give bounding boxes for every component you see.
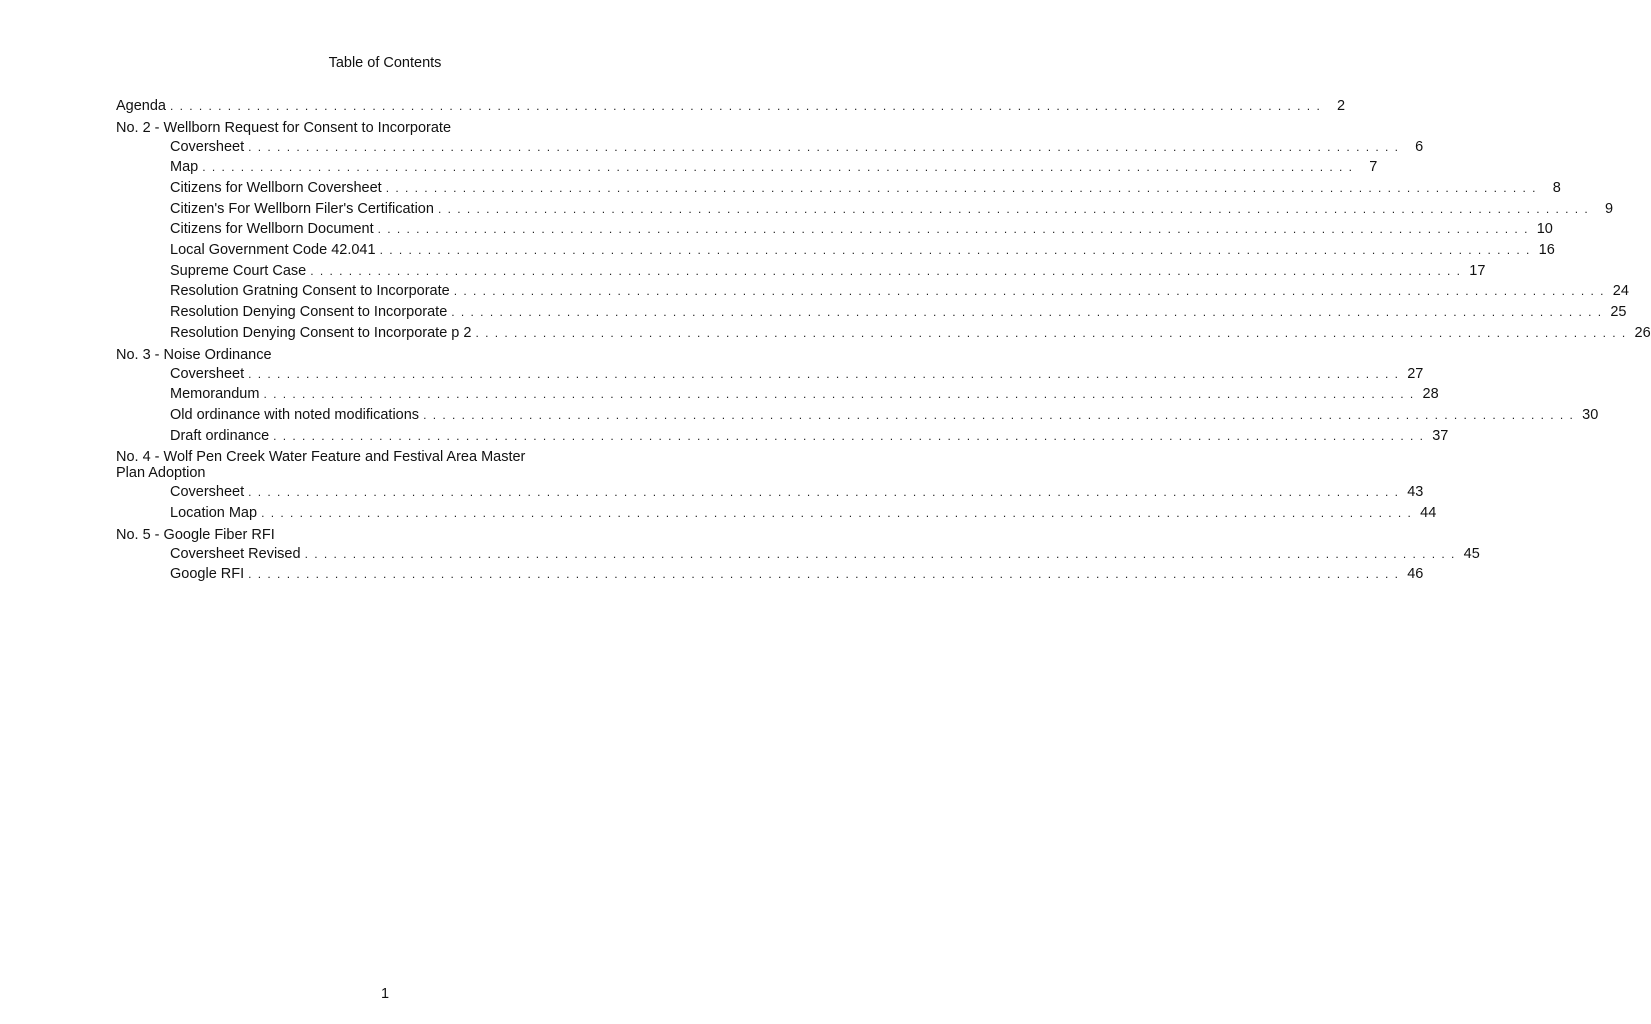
toc-entry[interactable] (116, 426, 1449, 447)
dot-leader: ........................................................................................................................ (453, 284, 1610, 299)
toc-entry-label: Resolution Denying Consent to Incorporate (170, 304, 448, 321)
toc-entry-page: 10 (1536, 221, 1553, 238)
toc-entry-label: Map (170, 159, 199, 176)
dot-leader: ........................................................................................................................ (451, 305, 1608, 320)
toc-entry-agenda[interactable] (116, 96, 1346, 117)
toc-entry[interactable] (116, 261, 1486, 282)
toc-entry-label: Memorandum (170, 386, 260, 403)
toc-entry-page: 17 (1469, 262, 1486, 279)
dot-leader: ........................................................................................................................ (248, 366, 1405, 381)
toc-entry[interactable] (116, 199, 1614, 220)
toc-entry-page: 43 (1407, 484, 1424, 501)
dot-leader: ........................................................................................................................ (310, 263, 1467, 278)
toc-section-heading: No. 5 - Google Fiber RFI (116, 526, 275, 543)
toc-entry-page: 25 (1610, 304, 1627, 321)
dot-leader: ........................................................................................................................ (248, 485, 1405, 500)
toc-entry-page: 27 (1407, 365, 1424, 382)
page-title: Table of Contents (328, 55, 442, 71)
toc-entry-label: Citizens for Wellborn Document (170, 221, 374, 238)
toc-entry-label: Citizen's For Wellborn Filer's Certification (170, 200, 434, 217)
toc-entry-label: Location Map (170, 504, 258, 521)
toc-entry-page: 26 (1634, 324, 1651, 341)
toc-entry[interactable] (116, 157, 1378, 178)
toc-entry-label: Citizens for Wellborn Coversheet (170, 180, 382, 197)
page-number: 1 (380, 986, 390, 1002)
dot-leader: ........................................................................................................................ (170, 98, 1327, 113)
toc-entry[interactable] (116, 384, 1439, 405)
toc-entry[interactable] (116, 240, 1555, 261)
toc-entry[interactable] (116, 564, 1424, 585)
toc-entry[interactable] (116, 544, 1480, 565)
toc-entry-page: 44 (1420, 504, 1437, 521)
toc-entry[interactable] (116, 503, 1437, 524)
toc-entry-label: Local Government Code 42.041 (170, 242, 376, 259)
toc-entry[interactable] (116, 219, 1553, 240)
toc-section-heading: No. 2 - Wellborn Request for Consent to Incorporate (116, 119, 452, 136)
dot-leader: ........................................................................................................................ (437, 201, 1595, 216)
table-of-contents (116, 96, 1651, 585)
toc-entry-label: Draft ordinance (170, 427, 270, 444)
toc-entry-page: 28 (1422, 386, 1439, 403)
toc-entry[interactable] (116, 364, 1424, 385)
dot-leader: ........................................................................................................................ (263, 387, 1420, 402)
dot-leader: ........................................................................................................................ (379, 243, 1536, 258)
toc-entry-label: Coversheet Revised (170, 545, 301, 562)
toc-entry-page: 30 (1582, 406, 1599, 423)
toc-section-heading: No. 4 - Wolf Pen Creek Water Feature and Festival Area Master Plan Adoption (116, 449, 526, 482)
toc-entry-page: 7 (1369, 159, 1378, 176)
toc-entry-label: Resolution Gratning Consent to Incorporate (170, 283, 450, 300)
toc-entry[interactable] (116, 323, 1651, 344)
toc-entry-page: 16 (1538, 242, 1555, 259)
toc-entry-page: 9 (1604, 200, 1614, 217)
toc-entry-label: Coversheet (170, 138, 245, 155)
toc-entry-page: 37 (1432, 427, 1449, 444)
dot-leader: ........................................................................................................................ (261, 505, 1418, 520)
toc-entry-label: Supreme Court Case (170, 262, 307, 279)
toc-entry[interactable] (116, 482, 1424, 503)
toc-entry-page: 8 (1552, 180, 1561, 197)
toc-entry[interactable] (116, 302, 1627, 323)
toc-entry-label: Old ordinance with noted modifications (170, 406, 420, 423)
toc-entry[interactable] (116, 137, 1424, 158)
toc-entry-page: 46 (1407, 566, 1424, 583)
toc-entry-label: Resolution Denying Consent to Incorporate p 2 (170, 324, 472, 341)
dot-leader: ........................................................................................................................ (248, 567, 1405, 582)
dot-leader: ........................................................................................................................ (385, 181, 1542, 196)
toc-section-heading: No. 3 - Noise Ordinance (116, 346, 272, 363)
toc-entry-page: 24 (1612, 283, 1629, 300)
toc-entry[interactable] (116, 178, 1561, 199)
dot-leader: ........................................................................................................................ (377, 222, 1534, 237)
dot-leader: ........................................................................................................................ (304, 546, 1461, 561)
dot-leader: ........................................................................................................................ (475, 325, 1632, 340)
dot-leader: ........................................................................................................................ (423, 407, 1580, 422)
toc-entry-label: Coversheet (170, 365, 245, 382)
toc-entry-label: Agenda (116, 97, 166, 114)
toc-entry-page: 6 (1415, 138, 1424, 155)
toc-entry-label: Google RFI (170, 566, 245, 583)
toc-entry-page: 2 (1337, 97, 1346, 114)
toc-entry-page: 45 (1463, 545, 1480, 562)
dot-leader: ........................................................................................................................ (273, 428, 1430, 443)
toc-entry[interactable] (116, 282, 1629, 303)
dot-leader: ........................................................................................................................ (202, 160, 1359, 175)
dot-leader: ........................................................................................................................ (248, 139, 1405, 154)
toc-entry-label: Coversheet (170, 484, 245, 501)
toc-entry[interactable] (116, 405, 1599, 426)
